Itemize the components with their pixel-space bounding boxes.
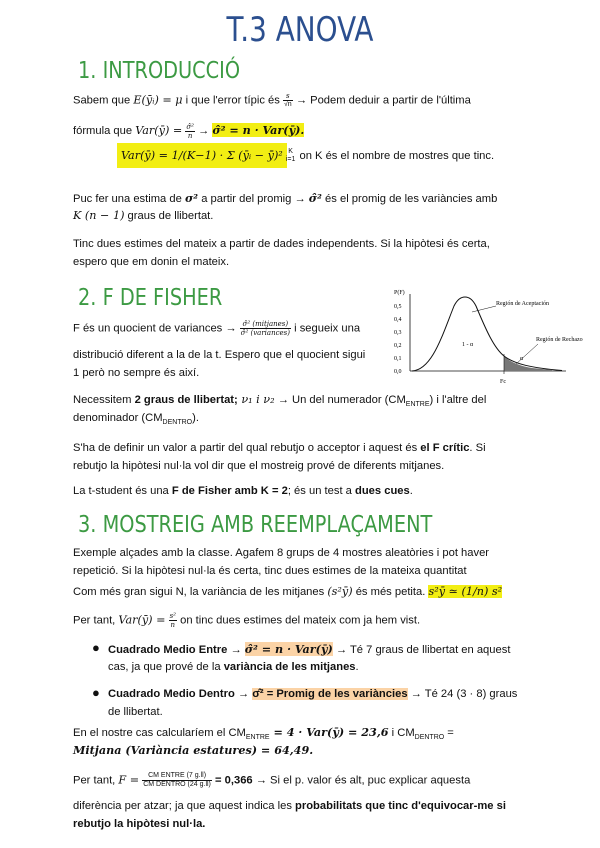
s3-line-8: diferència per atzar; ja que aquest indica les probabilitats que tinc d'equivocar-me si — [73, 800, 506, 812]
s3-line-5: En el nostre cas calcularíem el $CM_{ENTRE} = 4$ · Var(ȳ) = 23,6 i $CM_{DENTRO}$ = — [73, 725, 454, 742]
y-tick-label: 0,0 — [394, 369, 402, 375]
bullet-dot: ● — [92, 685, 100, 700]
s3-line-1: Exemple alçades amb la classe. Agafem 8 grups de 4 mostres aleatòries i pot haver — [73, 547, 490, 559]
bullet-1-line-2: cas, ja que prové de la variància de les mitjanes. — [108, 661, 359, 673]
s3-line-6: Mitjana (Variància estatures) = 64,49. — [73, 743, 314, 757]
s3-line-7: Per tant, F = $\frac{\text{CM ENTRE (7 g.ll)}}{\text{CM DENTRO (24 g.ll)}}$ = 0,366 → Si el p. valor és alt, puc explicar aquesta — [73, 772, 471, 788]
s2-line-4: Necessitem 2 graus de llibertat; ν₁ i ν₂ → Un del numerador $(CM_{ENTRE})$ i l'altre del — [73, 393, 487, 409]
s2-line-7: rebutjo la hipòtesi nul·la vol dir que el mostreig prové de diferents mitjanes. — [73, 460, 445, 472]
s1-line-5: K (n − 1) graus de llibertat. — [73, 209, 214, 222]
s3-line-9: rebutjo la hipòtesi nul·la. — [73, 818, 206, 830]
s2-line-1: F és un quocient de variances → $\frac{\text{σ̂² (mitjanes)}}{\text{σ̂² (variances)}}$ i segueix una — [73, 320, 361, 337]
s2-line-2: distribució diferent a la de la t. Espero que el quocient sigui — [73, 349, 366, 361]
label-fc: Fc — [500, 379, 506, 385]
s2-line-5: denominador $(CM_{DENTRO})$. — [73, 412, 199, 427]
label-region-accept: Región de Aceptación — [496, 301, 549, 307]
chart-ylabel: P(F) — [394, 290, 405, 296]
section-heading-mostreig: 3. MOSTREIG AMB REEMPLAÇAMENT — [78, 512, 433, 538]
s2-line-8: La t-student és una F de Fisher amb K = 2; és un test a dues cues. — [73, 485, 413, 497]
y-tick-label: 0,5 — [394, 304, 402, 310]
s1-line-4: Puc fer una estima de σ² a partir del promig → σ̂² és el promig de les variàncies amb — [73, 191, 498, 205]
bullet-2-line-1: Cuadrado Medio Dentro → σ̂² = Promig de les variàncies → Té 24 (3 · 8) graus — [108, 688, 518, 700]
s1-line-7: espero que em donin el mateix. — [73, 256, 230, 268]
s1-line-3: Var(ȳ) = 1/(K−1) · Σ (ȳᵢ − ȳ̄)² K i=1 on K és el nombre de mostres que tinc. — [117, 148, 494, 164]
bullet-1-line-1: Cuadrado Medio Entre → σ̂² = n · Var(ȳ) → Té 7 graus de llibertat en aquest — [108, 642, 511, 656]
accept-pointer — [472, 306, 496, 312]
bullet-2-line-2: de llibertat. — [108, 706, 163, 718]
s2-line-6: S'ha de definir un valor a partir del qual rebutjo o acceptor i aquest és el F crític. Si — [73, 442, 486, 454]
s1-line-2: fórmula que Var(ȳ) = $\frac{\text{σ̂²}}{n}$ → σ̂² = n · Var(ȳ). — [73, 122, 305, 140]
page-title: T.3 ANOVA — [226, 10, 374, 50]
label-alpha: α — [520, 356, 524, 362]
s2-line-3: 1 però no sempre és així. — [73, 367, 200, 379]
label-one-minus-alpha: 1 - α — [462, 342, 474, 348]
bullet-dot: ● — [92, 640, 100, 655]
y-tick-label: 0,3 — [394, 330, 402, 336]
s3-line-4: Per tant, Var(ȳ) = $\frac{\text{s²}}{n}$ on tinc dues estimes del mateix com ja hem vist. — [73, 612, 421, 629]
y-tick-label: 0,4 — [394, 317, 402, 323]
s1-line-6: Tinc dues estimes del mateix a partir de dades independents. Si la hipòtesi és certa, — [73, 238, 490, 250]
f-distribution-figure — [392, 286, 583, 392]
section-heading-introduccio: 1. INTRODUCCIÓ — [78, 58, 241, 84]
y-tick-label: 0,1 — [394, 356, 402, 362]
s3-line-2: repetició. Si la hipòtesi nul·la és certa, tinc dues estimes de la mateixa quantitat — [73, 565, 467, 577]
label-region-reject: Región de Rechazo — [536, 337, 583, 343]
y-tick-labels — [394, 304, 402, 375]
s1-line-1: Sabem que E(ȳᵢ) = μ i que l'error típic és $\frac{s}{√n}$ → Podem deduir a partir de l'última — [73, 92, 471, 108]
s3-line-3: Com més gran sigui N, la variància de les mitjanes (s²ȳ) és més petita. s²ȳ ≃ (1/n) s² — [73, 585, 503, 598]
y-tick-label: 0,2 — [394, 343, 402, 349]
section-heading-f-de-fisher: 2. F DE FISHER — [78, 285, 223, 311]
